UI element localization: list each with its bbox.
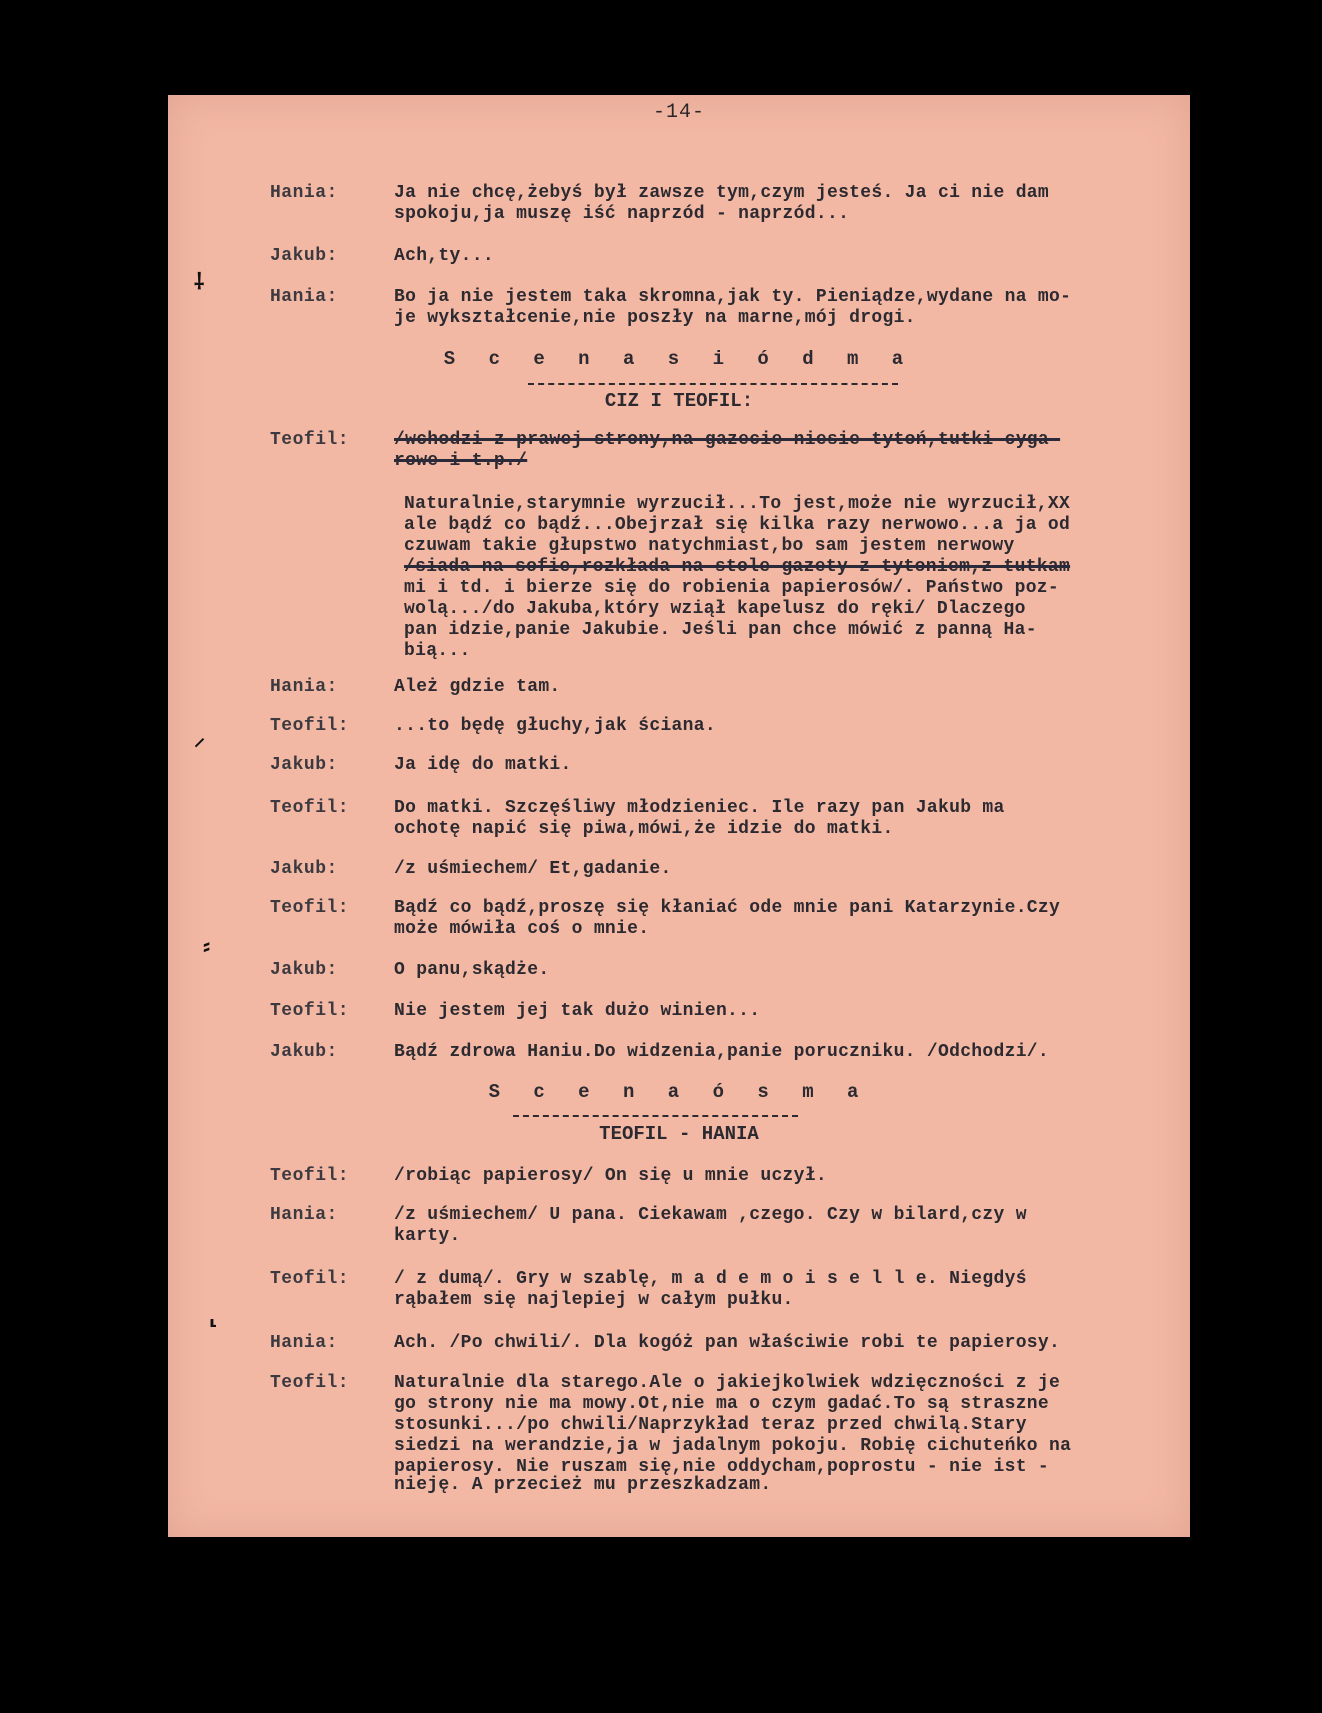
speaker-label: Jakub:: [270, 246, 338, 266]
dialogue-line: Ach. /Po chwili/. Dla kogóż pan właściwie robi te papierosy.: [394, 1333, 1061, 1353]
dialogue-line: Ależ gdzie tam.: [394, 677, 561, 697]
dialogue-line: Bądź zdrowa Haniu.Do widzenia,panie poruczniku. /Odchodzi/.: [394, 1042, 1050, 1062]
dialogue-line: ale bądź co bądź...Obejrzał się kilka razy nerwowo...a ja od: [404, 515, 1071, 535]
divider: [528, 383, 898, 385]
speaker-label: Teofil:: [270, 1373, 350, 1393]
scene-characters: CIZ I TEOFIL:: [604, 390, 754, 412]
dialogue-line: stosunki.../po chwili/Naprzykład teraz przed chwilą.Stary: [394, 1415, 1027, 1435]
dialogue-line: go strony nie ma mowy.Ot,nie ma o czym gadać.To są straszne: [394, 1394, 1050, 1414]
margin-mark-icon: ⸝: [194, 727, 206, 752]
speaker-label: Teofil:: [270, 898, 350, 918]
stage-direction: /wchodzi z prawej strony,na gazecie niesie tytoń,tutki cyga-: [394, 430, 1061, 450]
speaker-label: Teofil:: [270, 716, 350, 736]
dialogue-line: Ja idę do matki.: [394, 755, 572, 775]
scene-heading: S c e n a ó s m a: [488, 1081, 870, 1103]
dialogue-line: / z dumą/. Gry w szablę, m a d e m o i s e l l e. Niegdyś: [394, 1269, 1027, 1289]
dialogue-line: /z uśmiechem/ Et,gadanie.: [394, 859, 672, 879]
typewritten-page: [168, 95, 1190, 1537]
divider: [513, 1115, 798, 1117]
dialogue-line: rąbałem się najlepiej w całym pułku.: [394, 1290, 794, 1310]
dialogue-line: spokoju,ja muszę iść naprzód - naprzód...: [394, 204, 850, 224]
page-number: -14-: [652, 101, 705, 124]
dialogue-line: Do matki. Szczęśliwy młodzieniec. Ile razy pan Jakub ma: [394, 798, 1005, 818]
speaker-label: Hania:: [270, 1205, 338, 1225]
speaker-label: Jakub:: [270, 960, 338, 980]
dialogue-line: pan idzie,panie Jakubie. Jeśli pan chce mówić z panną Ha-: [404, 620, 1037, 640]
dialogue-line: Nie jestem jej tak dużo winien...: [394, 1001, 761, 1021]
dialogue-line: bią...: [404, 641, 471, 661]
dialogue-line: siedzi na werandzie,ja w jadalnym pokoju. Robię cichuteńko na: [394, 1436, 1072, 1456]
dialogue-line: nieję. A przecież mu przeszkadzam.: [394, 1475, 772, 1495]
speaker-label: Hania:: [270, 287, 338, 307]
speaker-label: Jakub:: [270, 1042, 338, 1062]
speaker-label: Hania:: [270, 677, 338, 697]
dialogue-line: Ach,ty...: [394, 246, 494, 266]
speaker-label: Teofil:: [270, 430, 350, 450]
dialogue-line: czuwam takie głupstwo natychmiast,bo sam jestem nerwowy: [404, 536, 1015, 556]
dialogue-line: karty.: [394, 1226, 461, 1246]
dialogue-line: może mówiła coś o mnie.: [394, 919, 650, 939]
dialogue-line: wolą.../do Jakuba,który wziął kapelusz do ręki/ Dlaczego: [404, 599, 1026, 619]
dialogue-line: /robiąc papierosy/ On się u mnie uczył.: [394, 1166, 827, 1186]
dialogue-line: /z uśmiechem/ U pana. Ciekawam ,czego. Czy w bilard,czy w: [394, 1205, 1027, 1225]
dialogue-line: O panu,skądże.: [394, 960, 550, 980]
speaker-label: Teofil:: [270, 1001, 350, 1021]
scene-heading: S c e n a s i ó d m a: [443, 348, 915, 370]
dialogue-line: Bądź co bądź,proszę się kłaniać ode mnie pani Katarzynie.Czy: [394, 898, 1061, 918]
speaker-label: Teofil:: [270, 1269, 350, 1289]
margin-mark-icon: ⸸: [194, 271, 205, 296]
stage-direction: /siada na sofie,rozkłada na stole gazety z tytoniem,z tutkam: [404, 557, 1071, 577]
dialogue-line: mi i td. i bierze się do robienia papierosów/. Państwo poz-: [404, 578, 1060, 598]
stage-direction: rowe i t.p./: [394, 451, 528, 471]
dialogue-line: ochotę napić się piwa,mówi,że idzie do matki.: [394, 819, 894, 839]
speaker-label: Teofil:: [270, 798, 350, 818]
dialogue-line: je wykształcenie,nie poszły na marne,mój drogi.: [394, 308, 916, 328]
dialogue-line: Naturalnie,starymnie wyrzucił...To jest,może nie wyrzucił,XX: [404, 494, 1071, 514]
speaker-label: Hania:: [270, 1333, 338, 1353]
margin-mark-icon: ⸤: [206, 1306, 220, 1331]
dialogue-line: Naturalnie dla starego.Ale o jakiejkolwiek wdzięczności z je: [394, 1373, 1061, 1393]
scene-characters: TEOFIL - HANIA: [599, 1123, 759, 1145]
dialogue-line: papierosy. Nie ruszam się,nie oddycham,poprostu - nie ist -: [394, 1457, 1050, 1477]
margin-mark-icon: ⸗: [200, 935, 214, 960]
speaker-label: Jakub:: [270, 859, 338, 879]
speaker-label: Hania:: [270, 183, 338, 203]
speaker-label: Teofil:: [270, 1166, 350, 1186]
dialogue-line: Bo ja nie jestem taka skromna,jak ty. Pieniądze,wydane na mo-: [394, 287, 1072, 307]
speaker-label: Jakub:: [270, 755, 338, 775]
dialogue-line: Ja nie chcę,żebyś był zawsze tym,czym jesteś. Ja ci nie dam: [394, 183, 1050, 203]
dialogue-line: ...to będę głuchy,jak ściana.: [394, 716, 716, 736]
